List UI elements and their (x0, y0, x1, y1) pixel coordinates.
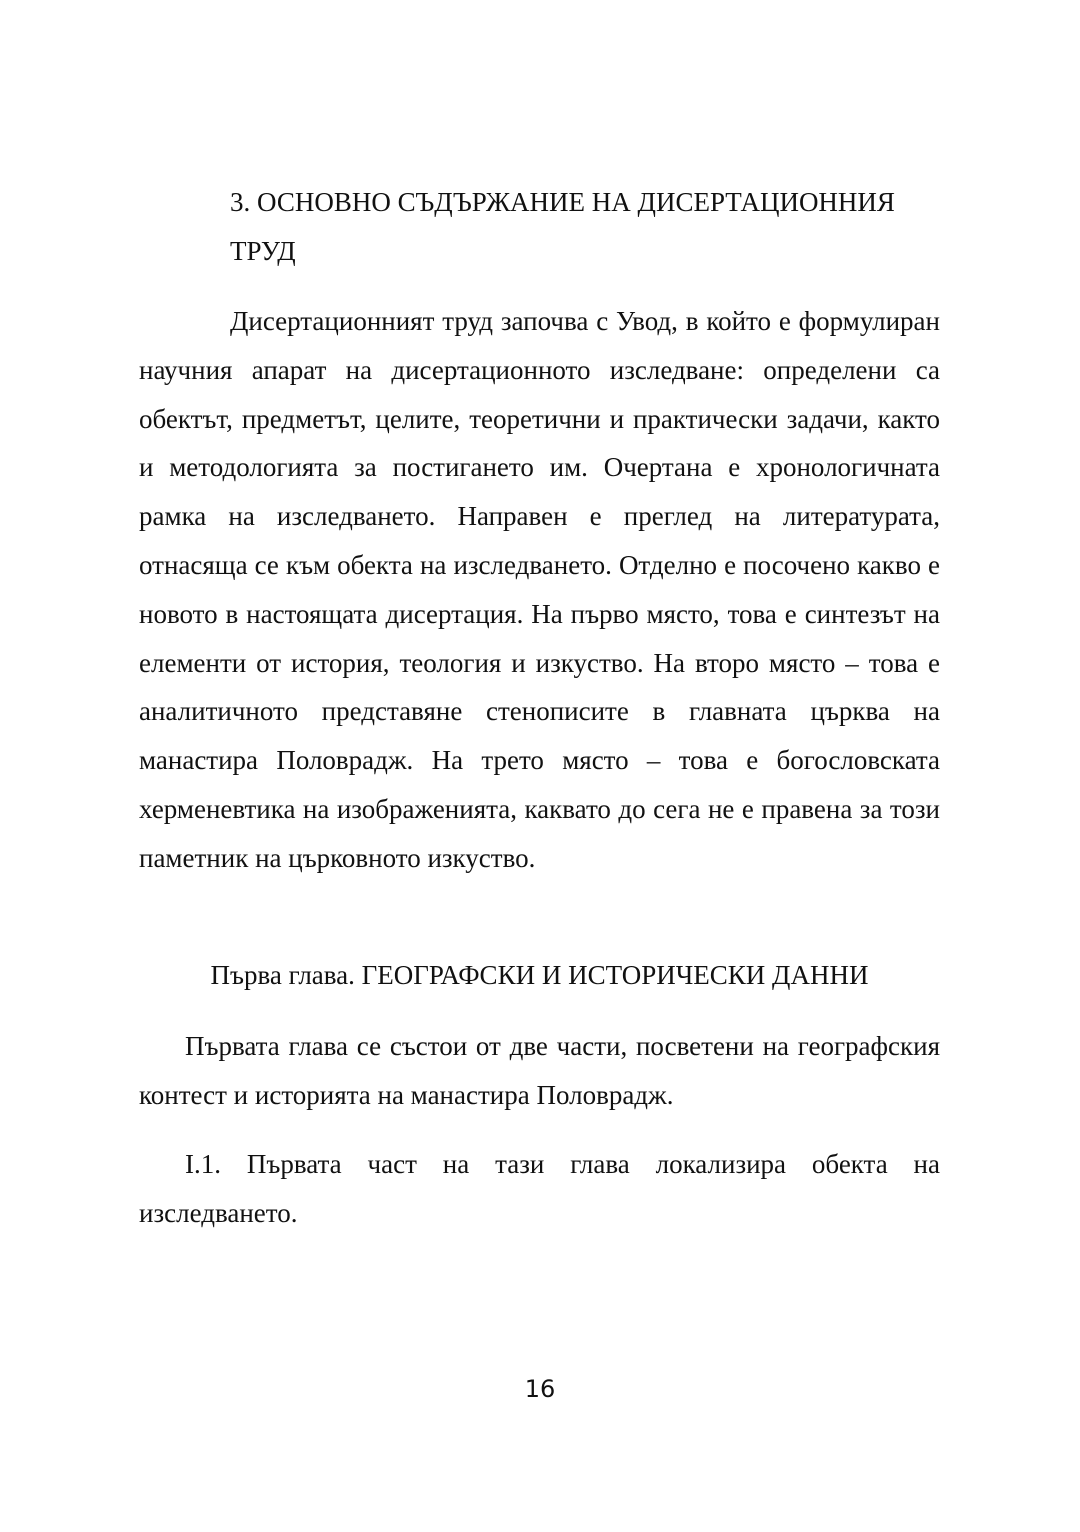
section-paragraph: І.1. Първата част на тази глава локализира обекта на изследването. (139, 1149, 940, 1228)
chapter-title: Първа глава. ГЕОГРАФСКИ И ИСТОРИЧЕСКИ ДАННИ (210, 960, 869, 990)
page-number: 16 (524, 1375, 556, 1403)
section-heading: 3. ОСНОВНО СЪДЪРЖАНИЕ НА ДИСЕРТАЦИОННИЯ ТРУД (230, 187, 895, 266)
intro-paragraph: Дисертационният труд започва с Увод, в който е формулиран научния апарат на дисертационното изследване: определени са обектът, предметът, целите, теоретични и практически задачи, както и методологията за постигането им. Очертана е хронологичната рамка на изследването. Направен е преглед на литературата, отнасяща се към обекта на изследването. Отделно е посочено какво е новото в настоящата дисертация. На първо място, това е синтезът на елементи от история, теология и изкуство. На второ място – това е аналитичното представяне стенописите в главната църква на манастира Половрадж. На трето място – това е богословската херменевтика на изображенията, каквато до сега не е правена за този паметник на църковното изкуство. (139, 306, 940, 873)
chapter-intro-paragraph: Първата глава се състои от две части, посветени на географския контест и историята на манастира Половрадж. (139, 1031, 940, 1110)
